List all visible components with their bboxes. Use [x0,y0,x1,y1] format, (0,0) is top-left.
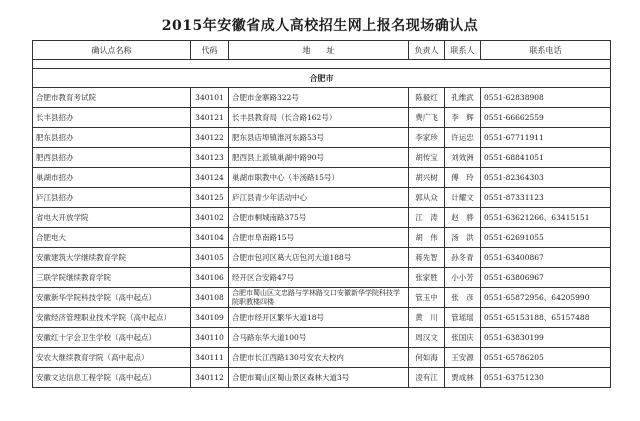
cell-phone: 0551-63621266、63415151 [481,208,611,228]
cell-contact: 赵 骅 [445,208,481,228]
registration-table [32,40,611,388]
cell-person: 张家胜 [409,268,445,288]
cell-name: 安徽红十字会卫生学校（高中起点） [33,328,191,348]
cell-code: 340121 [191,108,229,128]
cell-name: 安徽经济管理职业技术学院（高中起点） [33,308,191,328]
cell-address: 合肥市桐城南路375号 [229,208,409,228]
table-row [33,348,611,368]
cell-person: 郭从众 [409,188,445,208]
cell-person: 李家珍 [409,128,445,148]
header-phone: 联系电话 [481,41,611,60]
region-label: 合肥市 [33,69,611,88]
cell-name: 合肥电大 [33,228,191,248]
cell-person: 胡兴树 [409,168,445,188]
cell-contact: 计耀文 [445,188,481,208]
cell-phone: 0551-63400867 [481,248,611,268]
page-title: 2015年安徽省成人高校招生网上报名现场确认点 [161,18,479,34]
cell-contact: 李 辉 [445,108,481,128]
cell-address: 合肥市长江西路130号安农大校内 [229,348,409,368]
cell-phone: 0551-62691055 [481,228,611,248]
cell-name: 肥东县招办 [33,128,191,148]
cell-phone: 0551-68841051 [481,148,611,168]
cell-address: 合肥市蜀山区文忠路与学林路交口安徽新华学院科技学院职教楼四楼 [229,288,409,308]
table-row [33,108,611,128]
cell-contact: 刘效洲 [445,148,481,168]
cell-person: 黄 川 [409,308,445,328]
table-row [33,208,611,228]
cell-contact: 张 彦 [445,288,481,308]
table-row [33,188,611,208]
table-row [33,168,611,188]
table-row [33,268,611,288]
cell-person: 何如海 [409,348,445,368]
spacer-row [33,60,611,69]
cell-phone: 0551-66662559 [481,108,611,128]
table-row [33,368,611,388]
cell-phone: 0551-62838908 [481,88,611,108]
cell-address: 合肥市阜南路15号 [229,228,409,248]
cell-contact: 孔维武 [445,88,481,108]
region-row [33,69,611,88]
cell-person: 管玉中 [409,288,445,308]
cell-address: 合肥市蜀山区蜀山景区森林大道3号 [229,368,409,388]
cell-name: 巢湖市招办 [33,168,191,188]
cell-address: 合肥市包河区葛大店包河大道188号 [229,248,409,268]
cell-address: 合肥市经开区繁华大道18号 [229,308,409,328]
cell-name: 省电大开放学院 [33,208,191,228]
cell-code: 340123 [191,148,229,168]
table-row [33,228,611,248]
header-name: 确认点名称 [33,41,191,60]
cell-contact: 傅 玲 [445,168,481,188]
cell-phone: 0551-63806967 [481,268,611,288]
cell-name: 合肥市教育考试院 [33,88,191,108]
cell-name: 三联学院继续教育学院 [33,268,191,288]
header-row [33,41,611,60]
cell-name: 安徽文达信息工程学院（高中起点） [33,368,191,388]
cell-code: 340104 [191,228,229,248]
cell-code: 340109 [191,308,229,328]
header-contact: 联系人 [445,41,481,60]
cell-address: 合马路东华大道100号 [229,328,409,348]
cell-code: 340111 [191,348,229,368]
cell-contact: 贾成林 [445,368,481,388]
table-row [33,148,611,168]
table-row [33,288,611,308]
cell-code: 340122 [191,128,229,148]
cell-person: 蒋先智 [409,248,445,268]
header-person: 负责人 [409,41,445,60]
cell-phone: 0551-65786205 [481,348,611,368]
cell-contact: 管瑶瑶 [445,308,481,328]
cell-name: 安徽建筑大学继续教育学院 [33,248,191,268]
table-row [33,128,611,148]
cell-address: 巢湖市职教中心（半汤路15号） [229,168,409,188]
cell-code: 340125 [191,188,229,208]
table-row [33,88,611,108]
cell-contact: 小小芳 [445,268,481,288]
cell-name: 庐江县招办 [33,188,191,208]
cell-name: 长丰县招办 [33,108,191,128]
cell-address: 合肥市金寨路322号 [229,88,409,108]
cell-code: 340108 [191,288,229,308]
cell-name: 安农大继续教育学院（高中起点） [33,348,191,368]
cell-code: 340105 [191,248,229,268]
cell-code: 340102 [191,208,229,228]
cell-address: 经开区合安路47号 [229,268,409,288]
cell-name: 安徽新华学院科技学院（高中起点） [33,288,191,308]
cell-phone: 0551-65872956、64205990 [481,288,611,308]
cell-code: 340101 [191,88,229,108]
cell-address: 长丰县教育局（长合路162号） [229,108,409,128]
cell-person: 凌有江 [409,368,445,388]
cell-phone: 0551-65153188、65157488 [481,308,611,328]
cell-person: 费广飞 [409,108,445,128]
cell-address: 庐江县青少年活动中心 [229,188,409,208]
table-row [33,308,611,328]
cell-code: 340106 [191,268,229,288]
cell-person: 周汉文 [409,328,445,348]
cell-contact: 王安源 [445,348,481,368]
table-row [33,248,611,268]
table-row [33,328,611,348]
cell-person: 胡传宝 [409,148,445,168]
header-address: 地 址 [229,41,409,60]
cell-contact: 张国庆 [445,328,481,348]
cell-person: 陈毅红 [409,88,445,108]
cell-code: 340124 [191,168,229,188]
cell-person: 江 涛 [409,208,445,228]
cell-name: 肥西县招办 [33,148,191,168]
cell-phone: 0551-63751230 [481,368,611,388]
cell-contact: 汤 洪 [445,228,481,248]
cell-phone: 0551-67711911 [481,128,611,148]
cell-phone: 0551-82364303 [481,168,611,188]
cell-contact: 孙冬青 [445,248,481,268]
cell-code: 340110 [191,328,229,348]
cell-phone: 0551-63830199 [481,328,611,348]
cell-address: 肥东县店埠镇淮河东路53号 [229,128,409,148]
header-code: 代码 [191,41,229,60]
cell-person: 胡 伟 [409,228,445,248]
cell-phone: 0551-87331123 [481,188,611,208]
cell-address: 肥西县上派镇巢湖中路90号 [229,148,409,168]
cell-contact: 许运忠 [445,128,481,148]
cell-code: 340112 [191,368,229,388]
